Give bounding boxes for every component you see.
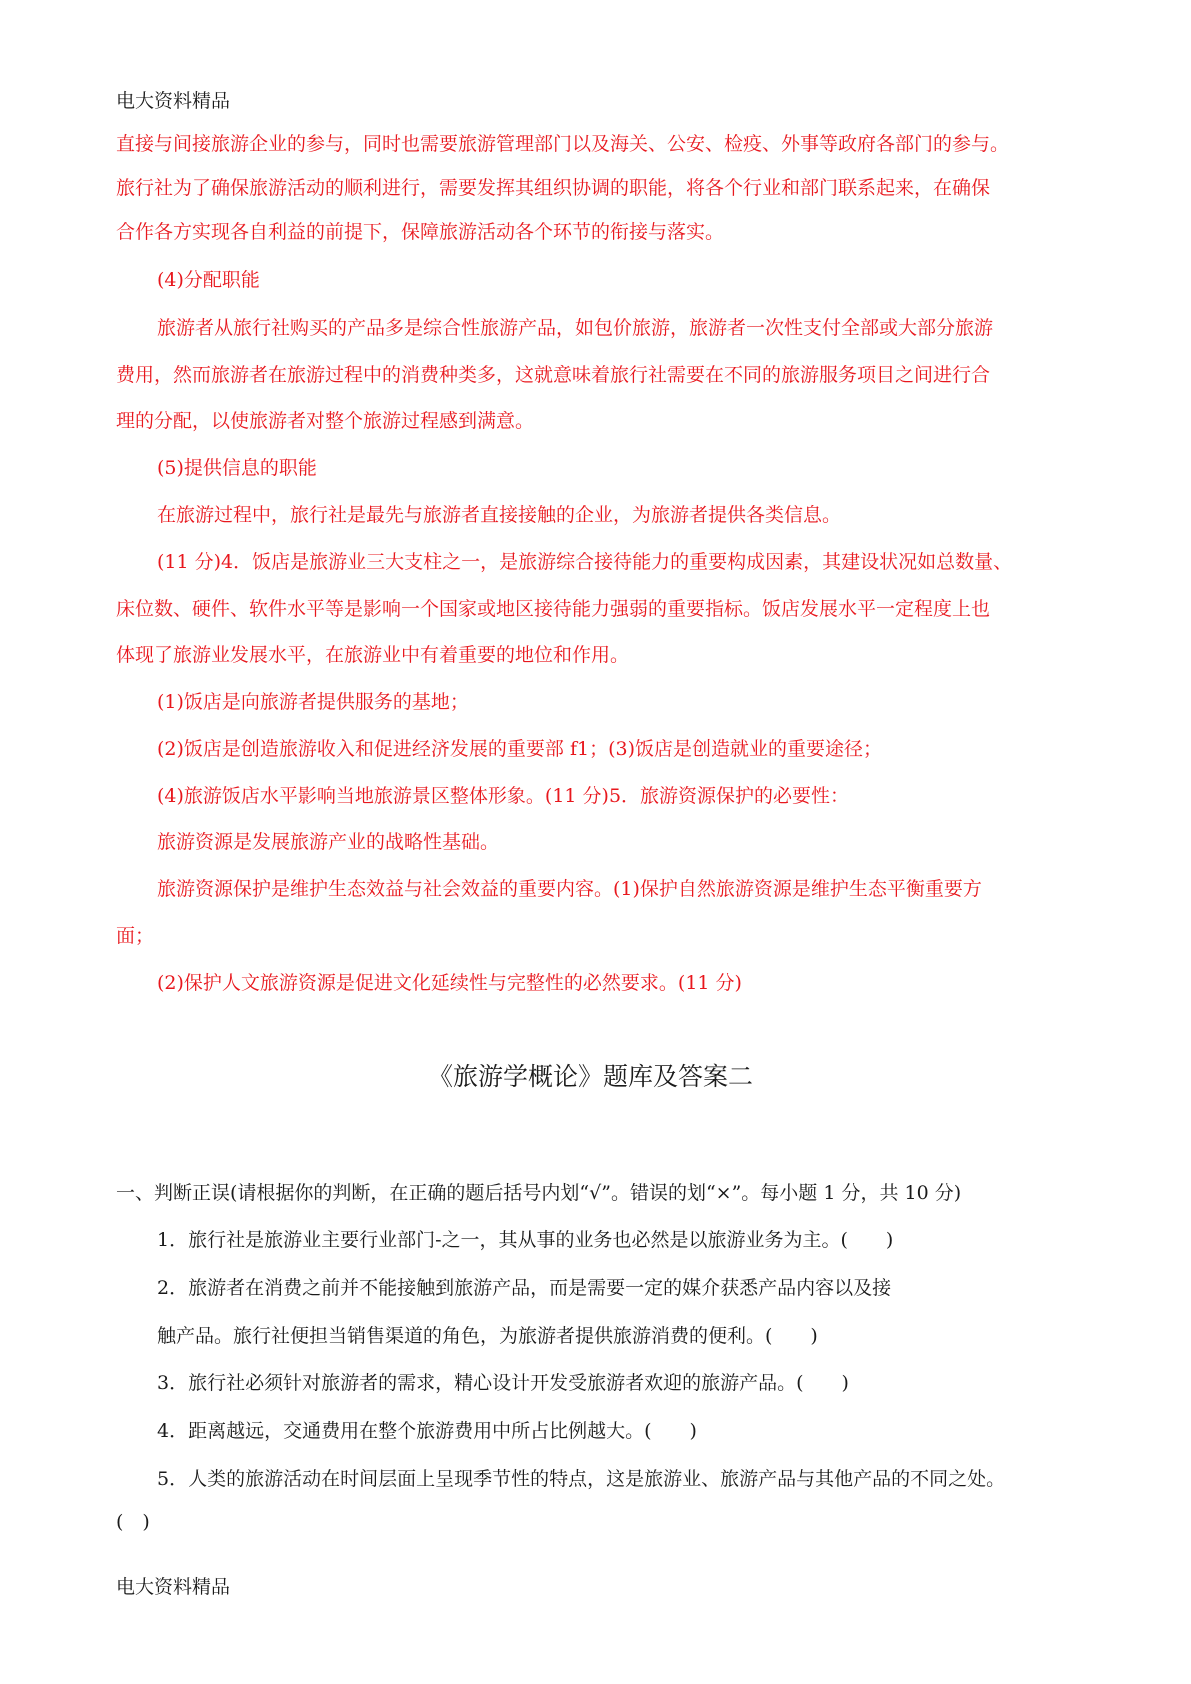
answer-line: 旅游资源保护是维护生态效益与社会效益的重要内容。(1)保护自然旅游资源是维护生态平衡重要方 [157,878,982,900]
answer-line: 在旅游过程中，旅行社是最先与旅游者直接接触的企业，为旅游者提供各类信息。 [157,504,842,526]
answer-line: 旅行社为了确保旅游活动的顺利进行，需要发挥其组织协调的职能，将各个行业和部门联系起来，在确保 [116,177,991,199]
answer-line: (1)饭店是向旅游者提供服务的基地； [157,691,469,713]
answer-line: (4)分配职能 [157,269,260,291]
question-line: 一、判断正误(请根据你的判断，在正确的题后括号内划“√”。错误的划“×”。每小题 1 分，共 10 分) [116,1182,962,1204]
question-line: 3．旅行社必须针对旅游者的需求，精心设计开发受旅游者欢迎的旅游产品。( ) [157,1372,849,1394]
question-line: 5．人类的旅游活动在时间层面上呈现季节性的特点，这是旅游业、旅游产品与其他产品的不同之处。 [157,1468,1006,1490]
answer-line: (2)饭店是创造旅游收入和促进经济发展的重要部 f1；(3)饭店是创造就业的重要途径； [157,738,882,760]
question-line: 触产品。旅行社便担当销售渠道的角色，为旅游者提供旅游消费的便利。( ) [157,1325,818,1347]
answer-line: 旅游资源是发展旅游产业的战略性基础。 [157,831,500,853]
question-line: 1．旅行社是旅游业主要行业部门-之一，其从事的业务也必然是以旅游业务为主。( ) [157,1229,894,1251]
answer-line: 面； [116,925,155,947]
page-footer: 电大资料精品 [116,1576,231,1598]
answer-line: (5)提供信息的职能 [157,457,317,479]
answer-line: 床位数、硬件、软件水平等是影响一个国家或地区接待能力强弱的重要指标。饭店发展水平一定程度上也 [116,598,991,620]
answer-line: (4)旅游饭店水平影响当地旅游景区整体形象。(11 分)5．旅游资源保护的必要性： [157,785,850,807]
page-header: 电大资料精品 [116,90,231,112]
answer-line: 费用，然而旅游者在旅游过程中的消费种类多，这就意味着旅行社需要在不同的旅游服务项目之间进行合 [116,364,991,386]
answer-line: 旅游者从旅行社购买的产品多是综合性旅游产品，如包价旅游，旅游者一次性支付全部或大部分旅游 [157,317,994,339]
section-title: 《旅游学概论》题库及答案二 [428,1062,754,1091]
answer-line: 合作各方实现各自利益的前提下，保障旅游活动各个环节的衔接与落实。 [116,221,725,243]
question-line: 4．距离越远，交通费用在整个旅游费用中所占比例越大。( ) [157,1420,697,1442]
question-line: ( ) [116,1511,150,1533]
answer-line: 直接与间接旅游企业的参与，同时也需要旅游管理部门以及海关、公安、检疫、外事等政府各部门的参与。 [116,133,1010,155]
answer-line: 体现了旅游业发展水平，在旅游业中有着重要的地位和作用。 [116,644,630,666]
answer-line: 理的分配，以使旅游者对整个旅游过程感到满意。 [116,410,535,432]
question-line: 2．旅游者在消费之前并不能接触到旅游产品，而是需要一定的媒介获悉产品内容以及接 [157,1277,892,1299]
answer-line: (11 分)4．饭店是旅游业三大支柱之一，是旅游综合接待能力的重要构成因素，其建设状况如总数量、 [157,551,1013,573]
answer-line: (2)保护人文旅游资源是促进文化延续性与完整性的必然要求。(11 分) [157,972,742,994]
